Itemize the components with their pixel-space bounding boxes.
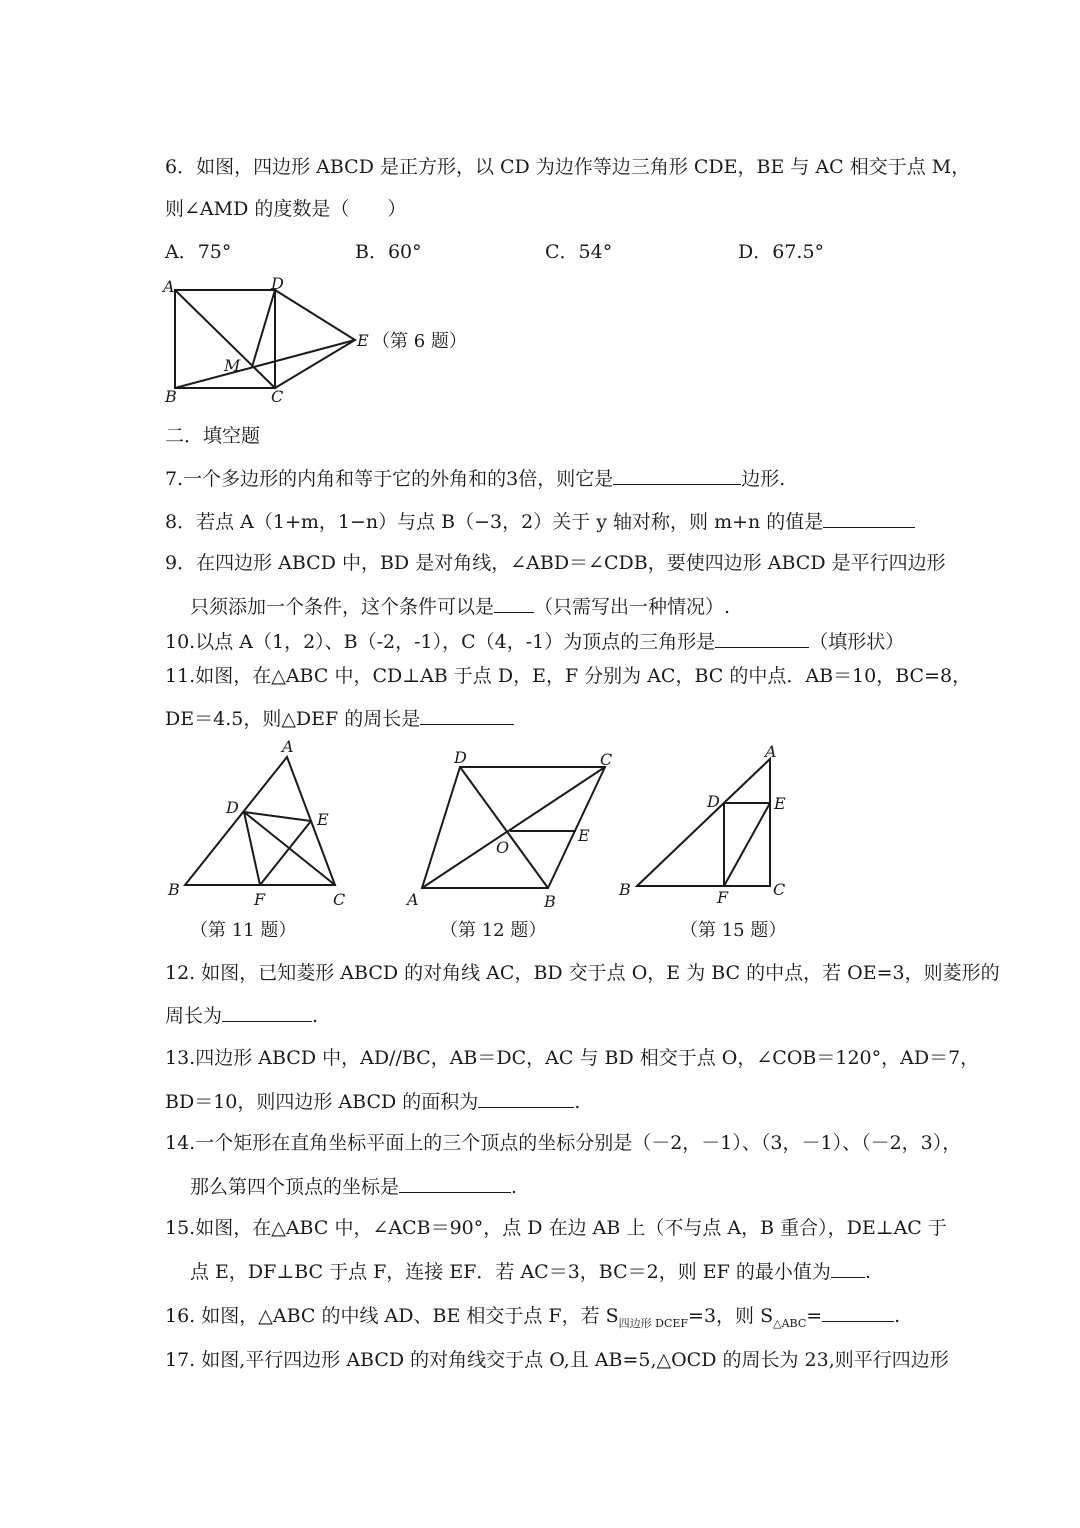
q13-text: BD＝10，则四边形 ABCD 的面积为 [165,1091,479,1113]
q16-text: 16. 如图，△ABC 的中线 AD、BE 相交于点 F，若 S [165,1305,619,1327]
q12-text: 周长为 [165,1005,223,1027]
q13-text-end: . [574,1091,581,1113]
fig15-label-e: E [774,794,786,813]
q6-option-d: D．67.5° [738,241,825,263]
fig11-label-b: B [168,880,180,899]
q16-sub-quad: 四边形 DCEF [618,1316,689,1330]
triangle-cde [275,290,355,388]
fig15-label-f: F [717,888,729,907]
fig15-label-d: D [707,792,720,811]
fig12-label-b: B [544,892,556,911]
diagonal-bd [460,767,548,888]
q15-text-end: . [864,1261,871,1283]
fig12-label-c: C [600,750,613,769]
q12-blank[interactable] [222,1003,312,1022]
q8-blank[interactable] [823,509,915,528]
q16 [165,1303,930,1336]
q11-line2 [165,706,930,731]
fig12-caption: （第 12 题） [440,920,547,941]
label-b: B [165,387,177,406]
q16-blank[interactable] [822,1303,894,1322]
q9-line2 [190,594,930,619]
triangle-abc-right [637,759,770,886]
q16-text-mid: =3，则 S [688,1305,774,1327]
q11-text: DE＝4.5，则△DEF 的周长是 [165,708,421,730]
q9-text: 只须添加一个条件，这个条件可以是 [190,596,495,618]
q6-fig-caption: （第 6 题） [372,331,467,352]
q8-text: 8．若点 A（1+m，1−n）与点 B（−3，2）关于 y 轴对称，则 m+n 的值是 [165,511,824,533]
q16-text-end: . [894,1305,901,1327]
fig11 [160,735,360,915]
q14-text: 那么第四个顶点的坐标是 [190,1176,400,1198]
q6-option-a: A．75° [165,241,232,263]
q16-sub-abc: △ABC [773,1316,807,1330]
q14-line2 [190,1174,930,1199]
q6-option-c: C．54° [545,241,613,263]
fig15-label-a: A [765,742,777,761]
q13-blank[interactable] [478,1089,574,1108]
q14-line1: 14.一个矩形在直角坐标平面上的三个顶点的坐标分别是（－2，－1）、（3，－1）、（－2，3）， [165,1132,962,1154]
fig11-label-f: F [254,890,266,909]
q9-line1: 9．在四边形 ABCD 中，BD 是对角线，∠ABD＝∠CDB，要使四边形 ABCD 是平行四边形 [165,552,946,574]
label-c: C [271,387,284,406]
q10-blank[interactable] [715,629,809,648]
q8 [165,509,930,534]
label-d: D [271,274,284,293]
segment-ef [724,803,770,886]
q15-line1: 15.如图，在△ABC 中，∠ACB＝90°，点 D 在边 AB 上（不与点 A，B 重合），DE⊥AC 于 [165,1217,947,1239]
label-e: E [357,331,369,350]
fig15-label-b: B [619,880,631,899]
fig11-label-c: C [333,890,346,909]
q7 [165,466,930,491]
q6-option-b: B．60° [355,241,422,263]
q6-line2: 则∠AMD 的度数是（ ） [165,198,407,220]
q6-figure [160,275,380,410]
segment-be [175,340,355,388]
fig11-label-d: D [226,798,239,817]
q6-line1: 6．如图，四边形 ABCD 是正方形，以 CD 为边作等边三角形 CDE，BE 与 AC 相交于点 M， [165,156,971,178]
q15-line2 [190,1259,930,1284]
fig15 [615,742,805,915]
q14-blank[interactable] [399,1174,511,1193]
q12-line2 [165,1003,930,1028]
q7-blank[interactable] [613,466,741,485]
fig12-label-d: D [454,748,467,767]
q16-text-eq: = [806,1305,823,1327]
q13-line1: 13.四边形 ABCD 中，AD//BC，AB＝DC，AC 与 BD 相交于点 O，∠COB＝120°，AD＝7， [165,1047,980,1069]
q17-line1: 17. 如图,平行四边形 ABCD 的对角线交于点 O,且 AB=5,△OCD 的周长为 23,则平行四边形 [165,1349,949,1371]
q15-text: 点 E，DF⊥BC 于点 F，连接 EF．若 AC＝3，BC＝2，则 EF 的最小值为 [190,1261,831,1283]
q15-blank[interactable] [831,1259,865,1278]
fig12 [400,745,630,915]
fig12-label-o: O [496,838,510,857]
q11-blank[interactable] [420,706,514,725]
q7-text-end: 边形. [741,468,786,490]
q14-text-end: . [511,1176,518,1198]
q10-text-end: （填形状） [809,631,905,653]
label-a: A [163,277,175,296]
fig15-label-c: C [773,880,786,899]
segment-dm [252,290,275,367]
fig12-label-e: E [578,826,590,845]
fig15-caption: （第 15 题） [680,920,787,941]
q13-line2 [165,1089,930,1114]
q11-line1: 11.如图，在△ABC 中，CD⊥AB 于点 D，E，F 分别为 AC，BC 的中点．AB＝10，BC=8， [165,665,972,687]
q10 [165,629,930,654]
fig11-label-e: E [317,810,329,829]
q10-text: 10.以点 A（1，2）、B（-2，-1），C（4，-1）为顶点的三角形是 [165,631,716,653]
fig11-caption: （第 11 题） [190,920,297,941]
fig12-label-a: A [407,890,419,909]
section-title: 二．填空题 [165,425,261,447]
q12-line1: 12. 如图，已知菱形 ABCD 的对角线 AC，BD 交于点 O，E 为 BC 的中点，若 OE=3，则菱形的 [165,962,1000,984]
label-m: M [224,356,241,375]
q9-text-end: （只需写出一种情况）. [534,596,731,618]
q9-blank[interactable] [494,594,534,613]
q7-text: 7.一个多边形的内角和等于它的外角和的3倍，则它是 [165,468,614,490]
q12-text-end: . [312,1005,319,1027]
fig11-label-a: A [282,737,294,756]
